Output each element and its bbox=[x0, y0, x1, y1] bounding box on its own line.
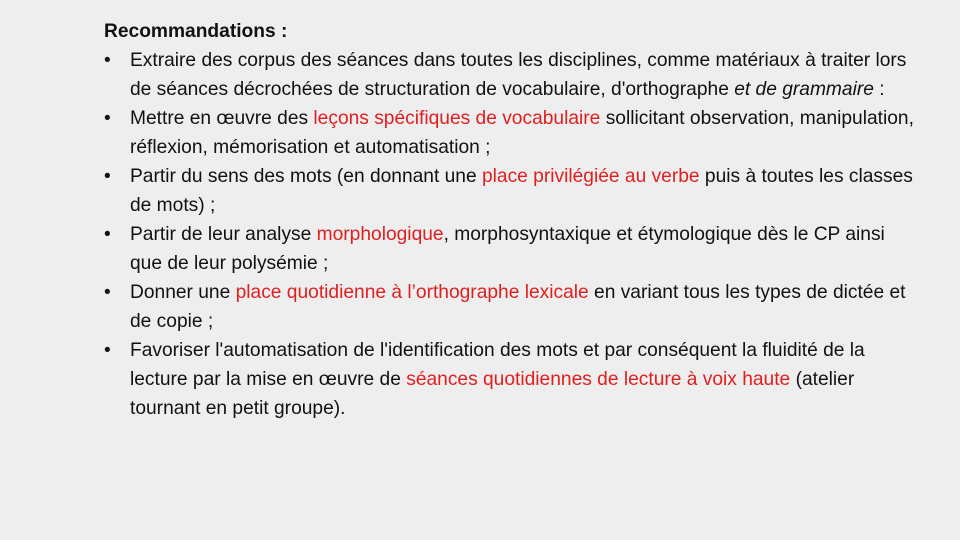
item-text: Partir du sens des mots (en donnant une bbox=[130, 166, 482, 187]
item-text-highlight: séances quotidiennes de lecture à voix haute bbox=[406, 369, 791, 390]
bullet-icon: • bbox=[104, 108, 111, 129]
item-text: Extraire des corpus des séances dans toutes les disciplines, comme matériaux à traiter lors de séances décrochées de structuration de vocabulaire, d'orthographe bbox=[130, 50, 907, 100]
item-text-highlight: place quotidienne à l’orthographe lexicale bbox=[235, 282, 589, 303]
item-text: , morphosyntaxique et étymologique dès le CP ainsi que de leur polysémie ; bbox=[130, 224, 885, 274]
list-item bbox=[104, 162, 914, 220]
item-text: en variant tous les types de dictée et de copie ; bbox=[130, 282, 906, 332]
list-item bbox=[104, 278, 914, 336]
item-text: puis à toutes les classes de mots) ; bbox=[130, 166, 913, 216]
item-text: (atelier tournant en petit groupe). bbox=[130, 369, 855, 419]
list-item bbox=[104, 46, 914, 104]
item-text-highlight: morphologique bbox=[316, 224, 444, 245]
item-text: sollicitant observation, manipulation, réflexion, mémorisation et automatisation ; bbox=[130, 108, 914, 158]
slide-title: Recommandations : bbox=[104, 21, 288, 42]
item-text-highlight: leçons spécifiques de vocabulaire bbox=[313, 108, 601, 129]
recommendation-list bbox=[104, 46, 914, 423]
item-text: : bbox=[873, 79, 885, 100]
list-item bbox=[104, 104, 914, 162]
slide-content bbox=[104, 17, 914, 423]
bullet-icon: • bbox=[104, 50, 111, 71]
item-text: Partir de leur analyse bbox=[130, 224, 317, 245]
item-text-highlight: place privilégiée au verbe bbox=[481, 166, 700, 187]
list-item bbox=[104, 336, 914, 423]
bullet-icon: • bbox=[104, 166, 111, 187]
list-item bbox=[104, 220, 914, 278]
item-text: Mettre en œuvre des bbox=[130, 108, 314, 129]
bullet-icon: • bbox=[104, 224, 111, 245]
bullet-icon: • bbox=[104, 340, 111, 361]
bullet-icon: • bbox=[104, 282, 111, 303]
item-text: Favoriser l'automatisation de l'identification des mots et par conséquent la fluidité de la lecture par la mise en œuvre de bbox=[130, 340, 865, 390]
item-text: Donner une bbox=[130, 282, 236, 303]
item-text-italic: et de grammaire bbox=[734, 79, 874, 100]
